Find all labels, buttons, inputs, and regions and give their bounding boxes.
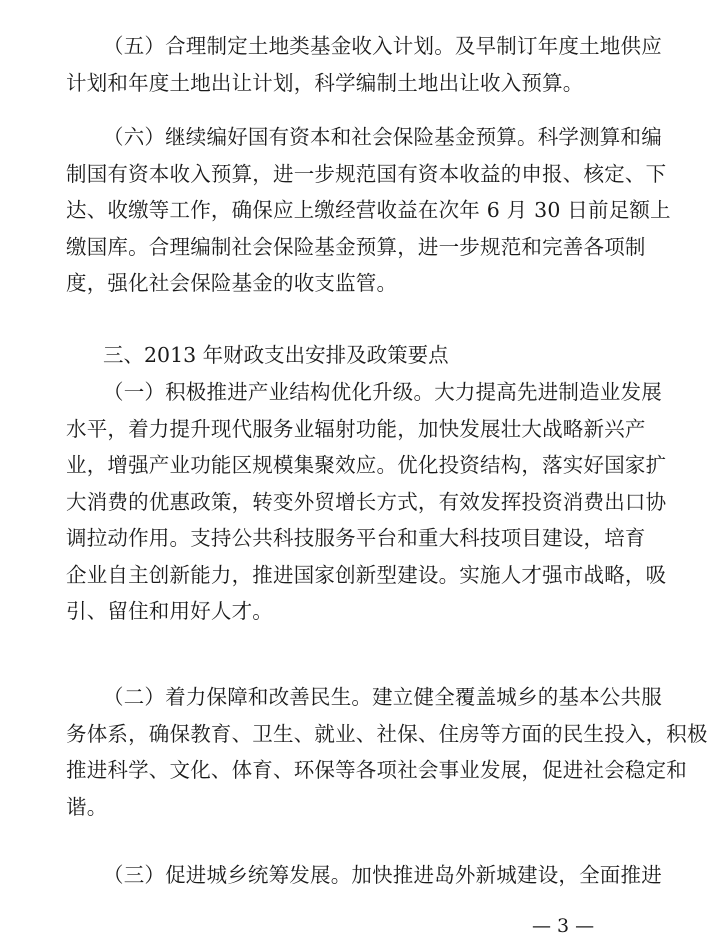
- text-line: 调拉动作用。支持公共科技服务平台和重大科技项目建设，培育: [66, 526, 646, 550]
- paragraph-5: [66, 28, 662, 101]
- text-line: 企业自主创新能力，推进国家创新型建设。实施人才强市战略，吸: [66, 562, 667, 587]
- text-line: 务体系，确保教育、卫生、就业、社保、住房等方面的民生投入，积极: [66, 721, 708, 746]
- text-line: 水平，着力提升现代服务业辐射功能，加快发展壮大战略新兴产: [66, 416, 646, 441]
- text-line: 达、收缴等工作，确保应上缴经营收益在次年 6 月 30 日前足额上: [66, 198, 671, 222]
- paragraph-s2: [66, 679, 708, 825]
- text-line: 度，强化社会保险基金的收支监管。: [66, 271, 398, 295]
- text-line: （二）着力保障和改善民生。建立健全覆盖城乡的基本公共服: [103, 685, 662, 709]
- text-line: （五）合理制定土地类基金收入计划。及早制订年度土地供应: [103, 34, 662, 58]
- page-number: — 3 —: [532, 915, 595, 937]
- text-line: 缴国库。合理编制社会保险基金预算，进一步规范和完善各项制: [66, 234, 646, 259]
- text-line: 推进科学、文化、体育、环保等各项社会事业发展，促进社会稳定和: [66, 758, 687, 782]
- text-line: （六）继续编好国有资本和社会保险基金预算。科学测算和编: [103, 125, 662, 149]
- text-line: 计划和年度土地出让计划，科学编制土地出让收入预算。: [66, 70, 584, 95]
- text-line: （一）积极推进产业结构优化升级。大力提高先进制造业发展: [103, 380, 662, 404]
- paragraph-s3: [66, 857, 662, 894]
- text-line: 大消费的优惠政策，转变外贸增长方式，有效发挥投资消费出口协: [66, 489, 667, 514]
- text-line: 引、留住和用好人才。: [66, 599, 273, 623]
- section-heading: 三、2013 年财政支出安排及政策要点: [103, 343, 449, 367]
- text-line: 制国有资本收入预算，进一步规范国有资本收益的申报、核定、下: [66, 161, 667, 186]
- paragraph-6: [66, 119, 671, 302]
- text-line: 谐。: [66, 794, 108, 819]
- text-line: 业，增强产业功能区规模集聚效应。优化投资结构，落实好国家扩: [66, 453, 667, 477]
- text-line: （三）促进城乡统筹发展。加快推进岛外新城建设，全面推进: [103, 863, 662, 887]
- paragraph-s1: [66, 374, 667, 630]
